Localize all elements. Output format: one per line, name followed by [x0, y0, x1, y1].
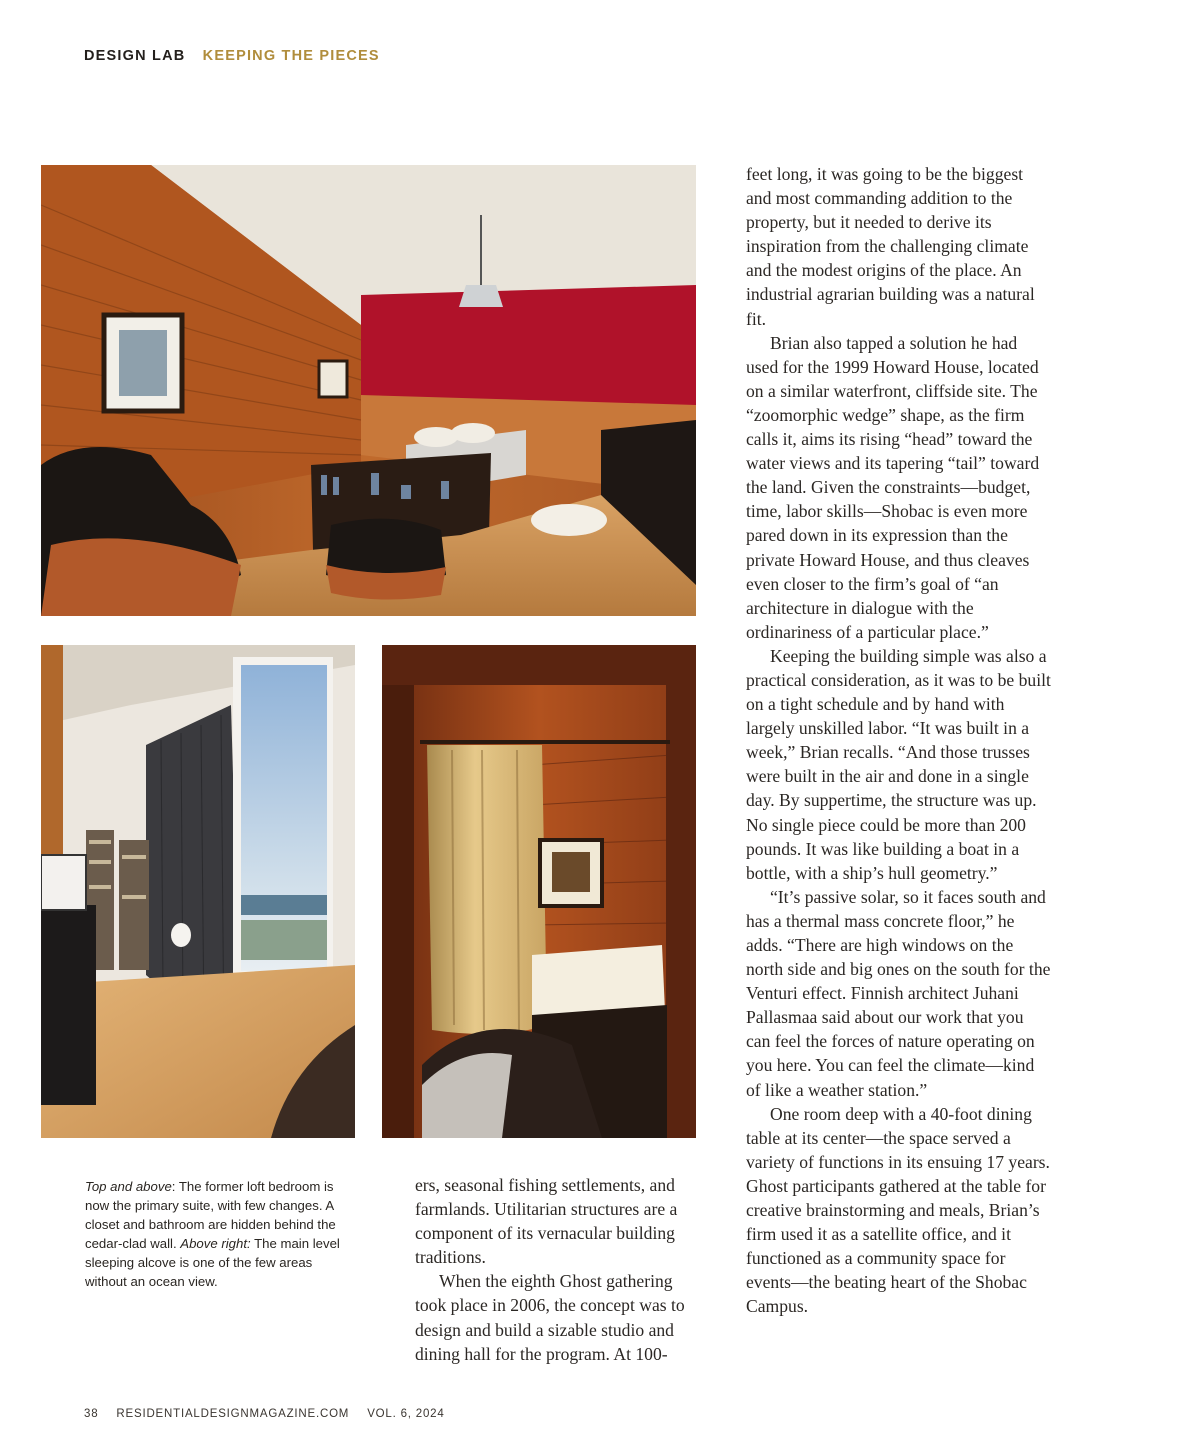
caption-label-right: Above right:	[180, 1236, 251, 1251]
magazine-site: RESIDENTIALDESIGNMAGAZINE.COM	[116, 1408, 350, 1420]
photo-caption	[85, 1177, 355, 1291]
right-text-column	[746, 162, 1052, 1319]
bedroom-window-photo	[41, 645, 355, 1138]
right-paragraph-2: Brian also tapped a solution he had used for the 1999 Howard House, located on a similar waterfront, cliffside site. The “zoomorphic wedge” shape, as the firm calls it, aims its rising “head” toward the water views and its tapering “tail” toward the land. Given the constraints—budget, time, labor skills—Shobac is even more pared down in its expression than the private Howard House, and thus cleaves even closer to the firm’s goal of “an architecture in dialogue with the ordinariness of a particular place.”	[746, 332, 1040, 642]
page-number: 38	[84, 1408, 99, 1420]
loft-bedroom-photo	[41, 165, 696, 616]
right-paragraph-4: “It’s passive solar, so it faces south and has a thermal mass concrete floor,” he adds. “There are high windows on the north side and big ones on the south for the Venturi effect. Finnish architect Juhani Pallasmaa said about our work that you can feel the forces of nature operating on you here. You can feel the climate—kind of like a weather station.”	[746, 886, 1051, 1100]
issue-label: VOL. 6, 2024	[367, 1408, 445, 1420]
right-paragraph-1: feet long, it was going to be the biggest and most commanding addition to the property, but it needed to derive its inspiration from the challenging climate and the modest origins of the place. An industrial agrarian building was a natural fit.	[746, 164, 1035, 329]
middle-text-column	[415, 1173, 707, 1366]
page-footer	[84, 1408, 459, 1420]
caption-label-top: Top and above	[85, 1179, 172, 1194]
caption-text-right: The main level sleeping alcove is one of the few areas without an ocean view.	[85, 1236, 340, 1289]
middle-paragraph-2: When the eighth Ghost gathering took place in 2006, the concept was to design and build a sizable studio and dining hall for the program. At 100-	[415, 1271, 685, 1364]
right-paragraph-5: One room deep with a 40-foot dining table at its center—the space served a variety of functions in its ensuing 17 years. Ghost participants gathered at the table for creative brainstorming and meals, Brian’s firm used it as a satellite office, and it functioned as a community space for events—the beating heart of the Shobac Campus.	[746, 1103, 1050, 1317]
caption-text-top: : The former loft bedroom is now the primary suite, with few changes. A closet and bathroom are hidden behind the cedar-clad wall.	[85, 1179, 336, 1251]
right-paragraph-3: Keeping the building simple was also a practical consideration, as it was to be built on a tight schedule and by hand with largely unskilled labor. “It was built in a week,” Brian recalls. “And those trusses were built in the air and done in a single day. By suppertime, the structure was up. No single piece could be more than 200 pounds. It was like building a boat in a bottle, with a ship’s hull geometry.”	[746, 645, 1051, 883]
running-header	[84, 48, 380, 64]
middle-paragraph-1: ers, seasonal fishing settlements, and farmlands. Utilitarian structures are a component of its vernacular building traditions.	[415, 1175, 678, 1268]
sleeping-alcove-photo	[382, 645, 696, 1138]
section-label: DESIGN LAB	[84, 48, 186, 64]
series-label: KEEPING THE PIECES	[202, 48, 380, 64]
